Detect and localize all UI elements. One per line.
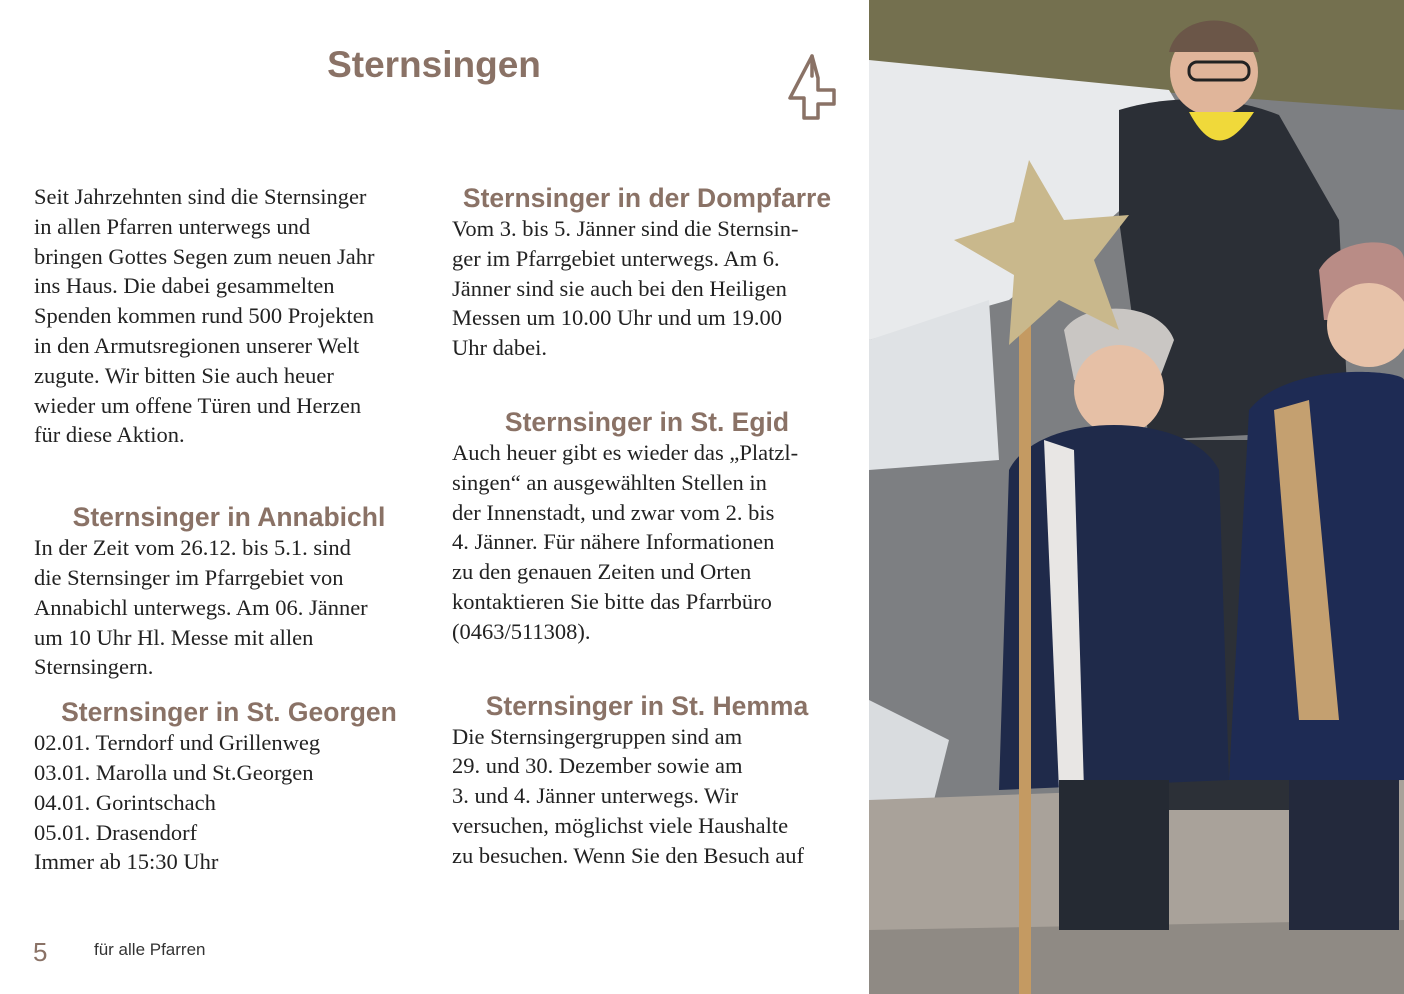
annabichl-text: In der Zeit vom 26.12. bis 5.1. sind die Sternsinger im Pfarrgebiet von Annabichl unterwegs. Am 06. Jänner um 10 Uhr Hl. Messe mit allen Sternsingern. <box>34 535 368 680</box>
page-number: 5 <box>33 937 48 967</box>
dompfarre-text: Vom 3. bis 5. Jänner sind die Sternsin- ger im Pfarrgebiet unterwegs. Am 6. Jänner sind sie auch bei den Heiligen Messen um 10.00 Uhr und um 19.00 Uhr dabei. <box>452 216 799 361</box>
section-logo-icon <box>782 52 840 124</box>
annabichl-heading: Sternsinger in Annabichl <box>72 502 386 533</box>
egid-heading: Sternsinger in St. Egid <box>504 406 790 437</box>
intro-text: Seit Jahrzehnten sind die Sternsinger in allen Pfarren unterwegs und bringen Gottes Segen zum neuen Jahr ins Haus. Die dabei gesammelten Spenden kommen rund 500 Projekten in den Armutsregionen unserer Welt zugute. Wir bitten Sie auch heuer wieder um offene Türen und Herzen für diese Aktion. <box>34 184 375 448</box>
hemma-heading: Sternsinger in St. Hemma <box>485 690 809 721</box>
list-item: 04.01. Gorintschach <box>34 789 216 815</box>
sternsinger-photo <box>869 0 1404 994</box>
dompfarre-heading: Sternsinger in der Dompfarre <box>462 183 832 213</box>
georgen-schedule <box>34 728 424 877</box>
left-column <box>34 182 424 877</box>
list-item: 05.01. Drasendorf <box>34 819 198 845</box>
egid-text: Auch heuer gibt es wieder das „Platzl- singen“ an ausgewählten Stellen in der Innenstadt, und zwar vom 2. bis 4. Jänner. Für nähere Informationen zu den genauen Zeiten und Orten kontaktieren Sie bitte das Pfarrbüro (0463/511308). <box>452 439 799 644</box>
list-item: Immer ab 15:30 Uhr <box>34 849 219 875</box>
right-column <box>452 182 842 871</box>
page-title: Sternsingen <box>327 44 541 85</box>
hemma-text: Die Sternsingergruppen sind am 29. und 30. Dezember sowie am 3. und 4. Jänner unterwegs. Wir versuchen, möglichst viele Haushalte zu besuchen. Wenn Sie den Besuch auf <box>452 723 805 868</box>
georgen-heading: Sternsinger in St. Georgen <box>61 697 397 728</box>
footer-label: für alle Pfarren <box>94 940 206 959</box>
list-item: 03.01. Marolla und St.Georgen <box>34 759 314 785</box>
list-item: 02.01. Terndorf und Grillenweg <box>34 730 321 756</box>
